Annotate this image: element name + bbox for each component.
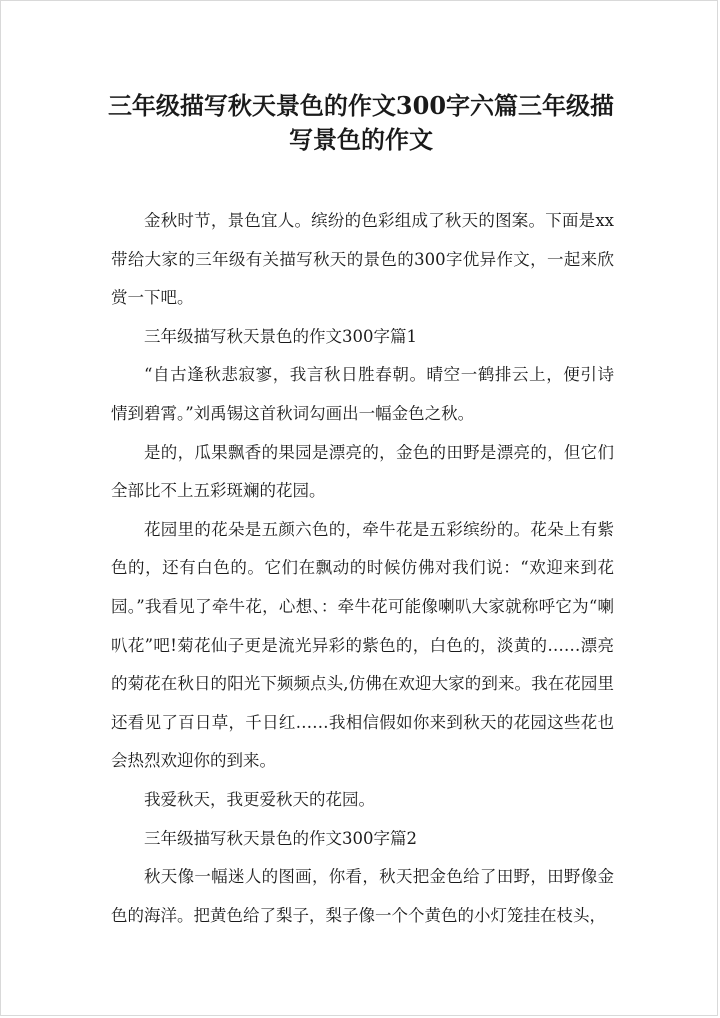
- document-title: 三年级描写秋天景色的作文300字六篇三年级描写景色的作文: [107, 91, 615, 154]
- paragraph: 花园里的花朵是五颜六色的，牵牛花是五彩缤纷的。花朵上有紫色的，还有白色的。它们在飘动的时候仿佛对我们说：“欢迎来到花园。”我看见了牵牛花，心想、：牵牛花可能像喇叭大家就称呼它为“喇叭花”吧!菊花仙子更是流光异彩的紫色的，白色的，淡黄的……漂亮的菊花在秋日的阳光下频频点头,仿佛在欢迎大家的到来。我在花园里还看见了百日草，千日红……我相信假如你来到秋天的花园这些花也会热烈欢迎你的到来。: [111, 519, 614, 771]
- paragraph: “自古逢秋悲寂寥，我言秋日胜春朝。晴空一鹤排云上，便引诗情到碧霄。”刘禹锡这首秋词勾画出一幅金色之秋。: [111, 365, 614, 423]
- document-body: [111, 202, 614, 935]
- section-heading-1: 三年级描写秋天景色的作文300字篇1: [144, 326, 417, 346]
- paragraph: 我爱秋天，我更爱秋天的花园。: [144, 789, 375, 809]
- paragraph: 秋天像一幅迷人的图画，你看，秋天把金色给了田野，田野像金色的海洋。把黄色给了梨子，梨子像一个个黄色的小灯笼挂在枝头，: [111, 867, 614, 925]
- section-heading-2: 三年级描写秋天景色的作文300字篇2: [144, 828, 417, 848]
- paragraph-intro: 金秋时节，景色宜人。缤纷的色彩组成了秋天的图案。下面是xx带给大家的三年级有关描写秋天的景色的300字优异作文，一起来欣赏一下吧。: [111, 211, 614, 308]
- paragraph: 是的，瓜果飘香的果园是漂亮的，金色的田野是漂亮的，但它们全部比不上五彩斑斓的花园。: [111, 442, 614, 501]
